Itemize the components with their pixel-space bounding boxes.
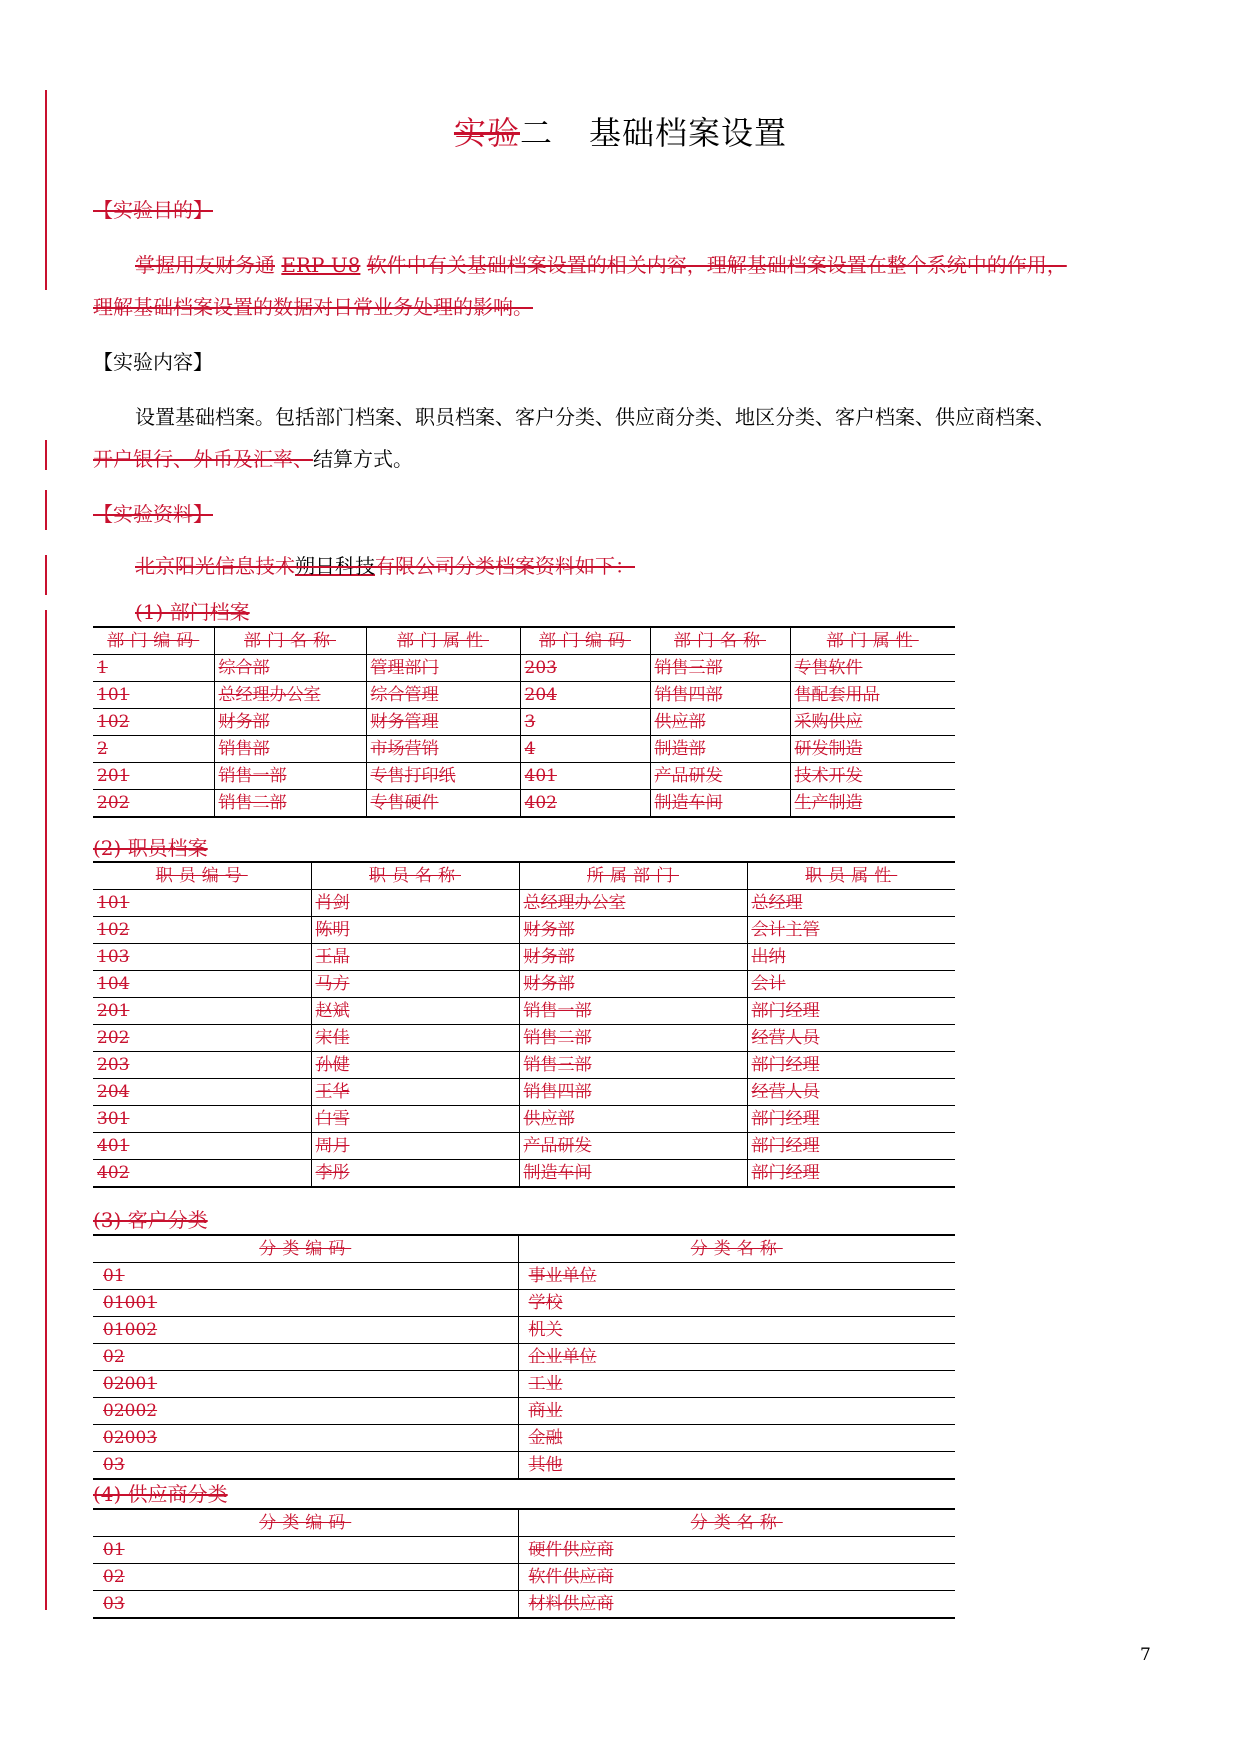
table-cell: 财务管理 (366, 709, 520, 736)
table-row (93, 1079, 955, 1106)
table-cell: 供应部 (650, 709, 790, 736)
header-cell: 部门属性 (790, 627, 955, 655)
table-cell: 赵斌 (311, 998, 519, 1025)
table-cell: 技术开发 (790, 763, 955, 790)
table-cell: 402 (93, 1160, 311, 1188)
table-cell: 201 (93, 763, 214, 790)
table-cell: 销售三部 (650, 655, 790, 682)
page-title: 实验二 基础档案设置 (453, 114, 788, 152)
table-cell: 104 (93, 971, 311, 998)
table-cell: 白雪 (311, 1106, 519, 1133)
table-cell: 部门经理 (747, 1106, 955, 1133)
table-cell: 总经理办公室 (519, 890, 747, 917)
table-header-row (93, 1509, 955, 1537)
table-cell: 401 (93, 1133, 311, 1160)
table-row (93, 1263, 955, 1290)
table-cell: 402 (520, 790, 650, 818)
table-cell: 产品研发 (650, 763, 790, 790)
table-cell: 101 (93, 682, 214, 709)
purpose-heading: 【实验目的】 (93, 198, 213, 222)
table-row (93, 1371, 955, 1398)
table-cell: 102 (93, 917, 311, 944)
table-cell: 马方 (311, 971, 519, 998)
table-row (93, 890, 955, 917)
table-cell: 203 (520, 655, 650, 682)
table-cell: 部门经理 (747, 1133, 955, 1160)
header-cell: 分类名称 (518, 1235, 955, 1263)
table-cell: 01002 (93, 1317, 518, 1344)
table-cell: 材料供应商 (518, 1591, 955, 1619)
table-cell: 103 (93, 944, 311, 971)
table-row (93, 1106, 955, 1133)
table-cell: 部门经理 (747, 998, 955, 1025)
table-cell: 204 (93, 1079, 311, 1106)
table-cell: 学校 (518, 1290, 955, 1317)
table-cell: 工业 (518, 1371, 955, 1398)
table-cell: 经营人员 (747, 1079, 955, 1106)
header-cell: 所属部门 (519, 862, 747, 890)
table-cell: 制造车间 (519, 1160, 747, 1188)
dept-caption: (1) 部门档案 (135, 600, 250, 624)
table-row (93, 1398, 955, 1425)
table-cell: 机关 (518, 1317, 955, 1344)
table-cell: 宋佳 (311, 1025, 519, 1052)
header-cell: 分类名称 (518, 1509, 955, 1537)
header-cell: 部门名称 (650, 627, 790, 655)
header-cell: 部门编码 (93, 627, 214, 655)
table-cell: 王华 (311, 1079, 519, 1106)
table-cell: 软件供应商 (518, 1564, 955, 1591)
customer-table (93, 1234, 955, 1480)
dept-table (93, 626, 955, 818)
header-cell: 部门编码 (520, 627, 650, 655)
table-cell: 陈明 (311, 917, 519, 944)
table-cell: 制造部 (650, 736, 790, 763)
table-cell: 硬件供应商 (518, 1537, 955, 1564)
materials-heading: 【实验资料】 (93, 502, 213, 526)
table-cell: 02 (93, 1344, 518, 1371)
table-row (93, 917, 955, 944)
table-cell: 203 (93, 1052, 311, 1079)
table-cell: 4 (520, 736, 650, 763)
table-cell: 02002 (93, 1398, 518, 1425)
content-heading: 【实验内容】 (93, 350, 213, 374)
table-row (93, 763, 955, 790)
table-cell: 出纳 (747, 944, 955, 971)
table-row (93, 1025, 955, 1052)
header-cell: 分类编码 (93, 1235, 518, 1263)
table-cell: 综合管理 (366, 682, 520, 709)
table-cell: 03 (93, 1591, 518, 1619)
table-row (93, 1564, 955, 1591)
table-row (93, 1133, 955, 1160)
table-cell: 02003 (93, 1425, 518, 1452)
purpose-text: 掌握用友财务通 ERP U8 软件中有关基础档案设置的相关内容，理解基础档案设置在整个系统中的作用， 理解基础档案设置的数据对日常业务处理的影响。 (93, 253, 1067, 319)
table-cell: 财务部 (214, 709, 366, 736)
table-cell: 财务部 (519, 944, 747, 971)
table-cell: 财务部 (519, 971, 747, 998)
table-row (93, 1052, 955, 1079)
header-cell: 部门属性 (366, 627, 520, 655)
table-cell: 售配套用品 (790, 682, 955, 709)
table-cell: 市场营销 (366, 736, 520, 763)
table-cell: 王晶 (311, 944, 519, 971)
change-bar (45, 555, 47, 595)
table-cell: 会计 (747, 971, 955, 998)
change-bar (45, 490, 47, 530)
table-row (93, 998, 955, 1025)
table-cell: 02001 (93, 1371, 518, 1398)
table-cell: 01 (93, 1263, 518, 1290)
table-cell: 401 (520, 763, 650, 790)
materials-intro: 北京阳光信息技术朔日科技有限公司分类档案资料如下： (135, 554, 635, 578)
table-cell: 制造车间 (650, 790, 790, 818)
table-cell: 专售硬件 (366, 790, 520, 818)
header-cell: 分类编码 (93, 1509, 518, 1537)
table-header-row (93, 862, 955, 890)
table-cell: 肖剑 (311, 890, 519, 917)
table-cell: 销售二部 (214, 790, 366, 818)
staff-table (93, 861, 955, 1188)
supplier-caption: (4) 供应商分类 (93, 1482, 228, 1506)
table-row (93, 1425, 955, 1452)
table-cell: 总经理 (747, 890, 955, 917)
table-cell: 销售三部 (519, 1052, 747, 1079)
table-cell: 研发制造 (790, 736, 955, 763)
table-cell: 其他 (518, 1452, 955, 1480)
supplier-table (93, 1508, 955, 1619)
table-cell: 金融 (518, 1425, 955, 1452)
table-cell: 3 (520, 709, 650, 736)
table-cell: 李彤 (311, 1160, 519, 1188)
table-cell: 商业 (518, 1398, 955, 1425)
table-row (93, 709, 955, 736)
header-cell: 部门名称 (214, 627, 366, 655)
table-cell: 销售二部 (519, 1025, 747, 1052)
table-cell: 综合部 (214, 655, 366, 682)
table-cell: 周月 (311, 1133, 519, 1160)
table-cell: 经营人员 (747, 1025, 955, 1052)
table-cell: 部门经理 (747, 1052, 955, 1079)
table-cell: 01001 (93, 1290, 518, 1317)
table-header-row (93, 1235, 955, 1263)
content-text: 设置基础档案。包括部门档案、职员档案、客户分类、供应商分类、地区分类、客户档案、供应商档案、 开户银行、外币及汇率、结算方式。 (93, 405, 1055, 471)
table-cell: 专售软件 (790, 655, 955, 682)
header-cell: 职员编号 (93, 862, 311, 890)
table-cell: 会计主管 (747, 917, 955, 944)
table-cell: 02 (93, 1564, 518, 1591)
table-cell: 孙健 (311, 1052, 519, 1079)
table-cell: 202 (93, 1025, 311, 1052)
table-row (93, 1452, 955, 1480)
customer-caption: (3) 客户分类 (93, 1208, 208, 1232)
table-cell: 销售部 (214, 736, 366, 763)
table-row (93, 736, 955, 763)
table-cell: 01 (93, 1537, 518, 1564)
table-row (93, 971, 955, 998)
table-row (93, 1344, 955, 1371)
table-cell: 企业单位 (518, 1344, 955, 1371)
table-row (93, 1290, 955, 1317)
table-cell: 管理部门 (366, 655, 520, 682)
page-number: 7 (1140, 1645, 1151, 1665)
table-cell: 202 (93, 790, 214, 818)
table-cell: 102 (93, 709, 214, 736)
table-cell: 生产制造 (790, 790, 955, 818)
table-cell: 03 (93, 1452, 518, 1480)
table-cell: 总经理办公室 (214, 682, 366, 709)
table-header-row (93, 627, 955, 655)
staff-caption: (2) 职员档案 (93, 836, 208, 860)
table-row (93, 1591, 955, 1619)
table-cell: 销售四部 (519, 1079, 747, 1106)
table-cell: 销售四部 (650, 682, 790, 709)
table-cell: 财务部 (519, 917, 747, 944)
change-bar (45, 610, 47, 1610)
table-cell: 销售一部 (214, 763, 366, 790)
table-cell: 产品研发 (519, 1133, 747, 1160)
table-row (93, 1317, 955, 1344)
table-cell: 部门经理 (747, 1160, 955, 1188)
table-row (93, 790, 955, 818)
table-cell: 1 (93, 655, 214, 682)
table-cell: 204 (520, 682, 650, 709)
table-row (93, 944, 955, 971)
table-cell: 2 (93, 736, 214, 763)
table-cell: 301 (93, 1106, 311, 1133)
table-row (93, 1160, 955, 1188)
table-cell: 供应部 (519, 1106, 747, 1133)
header-cell: 职员名称 (311, 862, 519, 890)
table-cell: 事业单位 (518, 1263, 955, 1290)
table-cell: 专售打印纸 (366, 763, 520, 790)
table-cell: 销售一部 (519, 998, 747, 1025)
change-bar (45, 440, 47, 470)
table-cell: 101 (93, 890, 311, 917)
table-row (93, 682, 955, 709)
table-cell: 201 (93, 998, 311, 1025)
table-row (93, 1537, 955, 1564)
table-row (93, 655, 955, 682)
header-cell: 职员属性 (747, 862, 955, 890)
table-cell: 采购供应 (790, 709, 955, 736)
